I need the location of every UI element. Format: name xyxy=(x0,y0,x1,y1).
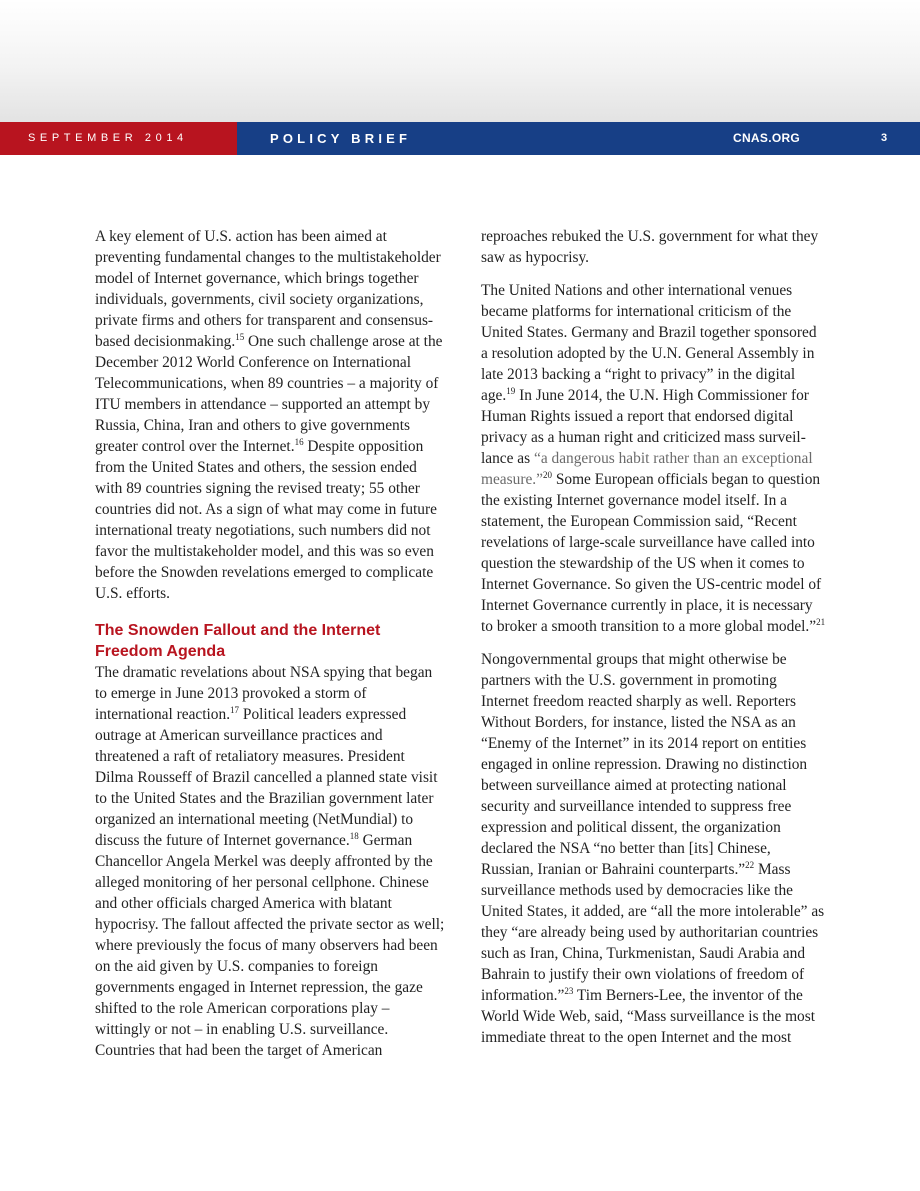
page-number: 3 xyxy=(881,132,888,144)
body-paragraph xyxy=(481,280,827,637)
footnote-ref: 23 xyxy=(564,985,574,996)
footnote-ref: 18 xyxy=(349,830,359,841)
header-blue-bar xyxy=(237,122,920,155)
footnote-ref: 16 xyxy=(294,436,304,447)
footnote-ref: 22 xyxy=(745,859,755,870)
left-column xyxy=(95,226,445,1073)
text-run: Nongovernmental groups that might otherwise be partners with the U.S. government in promoting Internet freedom reacted sharply as well. Reporters Without Borders, for instance, listed the NSA as an “Enemy of the Internet” in its 2014 report on entities engaged in online repression. Drawing no distinction between surveillance aimed at protecting national security and surveillance intended to suppress free expression and political dissent, the organization declared the NSA “no better than [its] Chinese, Russian, Iranian or Bahraini counterparts.” xyxy=(481,651,808,878)
issue-date: SEPTEMBER 2014 xyxy=(0,122,237,155)
text-run: Tim Berners-Lee, the inventor of the World Wide Web, said, “Mass surveillance is the most immediate threat to the open Internet and the most xyxy=(481,987,816,1046)
text-run: Political leaders expressed outrage at American surveillance practices and threatened a raft of retaliatory measures. President Dilma Rousseff of Brazil cancelled a planned state visit to the United States and the Brazilian government later organized an international meeting (NetMundial) to discuss the future of Internet governance. xyxy=(95,706,438,849)
text-run: The dramatic revelations about NSA spying that began to emerge in June 2013 provoked a storm of international reaction. xyxy=(95,664,433,723)
site-url: CNAS.ORG xyxy=(733,131,801,145)
text-run: Mass surveillance methods used by democracies like the United States, it added, are “all the more intolerable” as they “are already being used by authoritarian countries such as Iran, China, Turkmenistan, Saudi Arabia and Bahrain to justify their own violations of freedom of information.” xyxy=(481,861,825,1004)
text-run: A key element of U.S. action has been aimed at preventing fundamental changes to the multistakeholder model of Internet governance, which brings together individuals, governments, civil society organizations, private firms and others for transparent and consensus-based decisionmaking. xyxy=(95,228,441,350)
text-run: Despite opposition from the United States and others, the session ended with 89 countries signing the revised treaty; 55 other countries did not. As a sign of what may come in future international treaty negotiations, such numbers did not favor the multistakeholder model, and this was so even before the Snowden revelations emerged to complicate U.S. efforts. xyxy=(95,438,437,602)
footnote-ref: 17 xyxy=(230,704,240,715)
body-paragraph xyxy=(95,226,445,604)
series-title: POLICY BRIEF xyxy=(270,131,412,146)
footnote-ref: 15 xyxy=(235,331,245,342)
body-paragraph xyxy=(95,662,445,1061)
right-column xyxy=(481,226,827,1060)
top-gradient-band xyxy=(0,0,920,122)
body-paragraph: reproaches rebuked the U.S. government for what they saw as hypocrisy. xyxy=(481,228,819,266)
footnote-ref: 19 xyxy=(506,385,516,396)
text-run: In June 2014, the U.N. High Commissioner for Human Rights issued a report that endorsed digital privacy as a human right and criticized mass surveillance as xyxy=(481,387,809,467)
text-run: Some European officials began to question the existing Internet governance model itself. In a statement, the European Commission said, “Recent revelations of large-scale surveillance have called into question the stewardship of the US when it comes to Internet Governance. So given the US-centric model of Internet Governance currently in place, it is necessary to broker a smooth transition to a more global model.” xyxy=(481,471,822,635)
section-heading: The Snowden Fallout and the Internet Freedom Agenda xyxy=(95,622,381,660)
text-run: One such challenge arose at the December 2012 World Conference on International Telecommunications, when 89 countries – a majority of ITU members in attendance – supported an attempt by Russia, China, Iran and others to give governments greater control over the Internet. xyxy=(95,333,443,455)
footnote-ref: 20 xyxy=(542,469,552,480)
body-paragraph xyxy=(481,649,827,1048)
footnote-ref: 21 xyxy=(816,616,826,627)
text-run: German Chancellor Angela Merkel was deeply affronted by the alleged monitoring of her personal cellphone. Chinese and other officials charged America with blatant hypocrisy. The fallout affected the private sector as well; where previously the focus of many observers had been on the aid given by U.S. companies to foreign governments engaged in Internet repression, the gaze shifted to the role American corporations play – wittingly or not – in enabling U.S. surveillance. Countries that had been the target of American xyxy=(95,832,445,1059)
highlighted-quote: “a dangerous habit rather than an exceptional measure.” xyxy=(481,450,813,488)
text-run: The United Nations and other international venues became platforms for international criticism of the United States. Germany and Brazil together sponsored a resolution adopted by the U.N. General Assembly in late 2013 backing a “right to privacy” in the digital age. xyxy=(481,282,817,404)
page-header-banner xyxy=(0,122,920,155)
